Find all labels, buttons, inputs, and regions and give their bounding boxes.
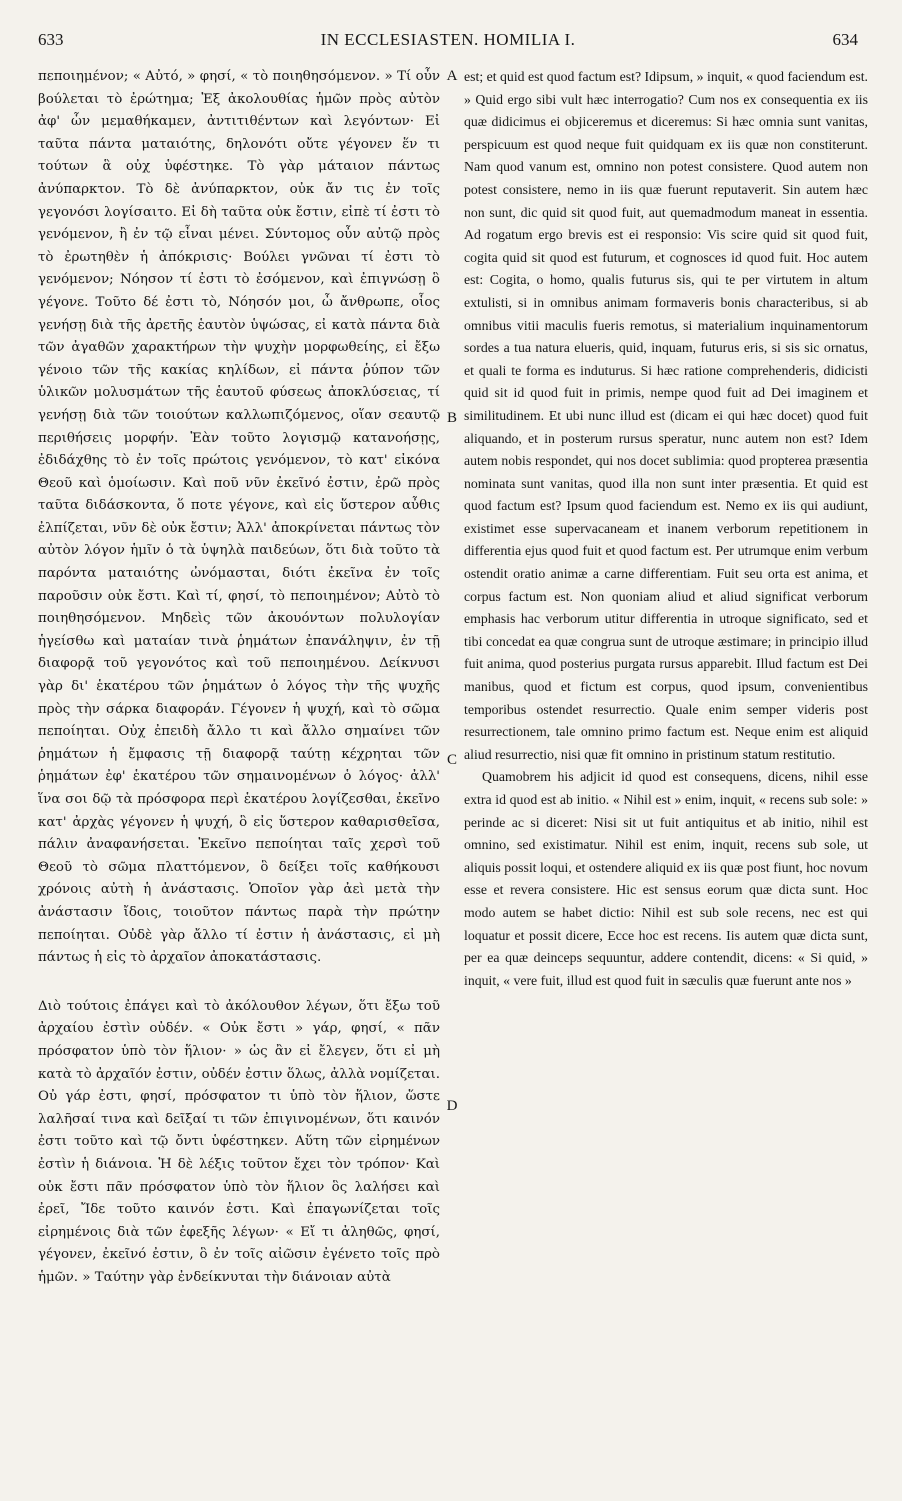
page-number-right: 634 [832,30,858,49]
running-header [38,30,858,52]
greek-paragraph-1: πεποιημένον; « Αὐτό, » φησί, « τὸ ποιηθησόμενον. » Τί οὖν βούλεται τὸ ἐρώτημα; Ἐξ ἀκολουθίας ἡμῶν πρὸς αὐτὸν ἀφ' ὧν μεμαθήκαμεν, ἀντιτιθέντων καὶ λεγόντων· Εἰ ταῦτα πάντα ματαιότης, δηλονότι οὔτε γέγονεν ἕν τι τούτων ἃ οὐχ ὑφέστηκε. Τὸ γὰρ μάταιον πάντως ἀνύπαρκτον. Τὸ δὲ ἀνύπαρκτον, οὐκ ἄν τις ἐν τοῖς γεγονόσι λογίσαιτο. Εἰ δὴ ταῦτα οὐκ ἔστιν, εἰπὲ τί ἐστι τὸ γενόμενον, ἢ ἐν τῷ εἶναι μένει. Σύντομος οὖν αὐτῷ πρὸς τὸ ἐρωτηθὲν ἡ ἀπόκρισις· Βούλει γνῶναι τί ἐστι τὸ γενόμενον; Νόησον τί ἐστι τὸ ἐσόμενον, καὶ ἐπιγνώσῃ ὃ γέγονε. Τοῦτο δέ ἐστι τὸ, Νόησόν μοι, ὦ ἄνθρωπε, οἷος γενήσῃ διὰ τῆς ἀρετῆς ἑαυτὸν ὑψώσας, εἰ κατὰ πάντα διὰ τῶν ἀγαθῶν χαρακτήρων τὴν ψυχὴν μορφωθείης, εἰ ἔξω γένοιο τῶν τῆς κακίας κηλίδων, εἰ πάντα ῥύπον τῶν ὑλικῶν μολυσμάτων τῆς ἑαυτοῦ φύσεως ἀποκλύσειας, τί γενήσῃ διὰ τῶν τοιούτων καλλωπιζόμενος, οἵαν σεαυτῷ περιθήσεις μορφήν. Ἐὰν τοῦτο λογισμῷ κατανοήσῃς, ἐδιδάχθης τὸ ἐν τοῖς πρώτοις γενόμενον, τὸ κατ' εἰκόνα Θεοῦ καὶ ὁμοίωσιν. Καὶ ποῦ νῦν ἐκεῖνό ἐστιν, ἐρῶ πρὸς ταῦτα διδάσκοντα, ὅ ποτε γέγονε, καὶ εἰς ὕστερον αὖθις ἐλπίζεται, νῦν δὲ οὐκ ἔστιν; Ἀλλ' ἀποκρίνεται πάντως τὸν αὐτὸν λόγον ἡμῖν ὁ τὰ ὑψηλὰ παιδεύων, ὅτι διὰ τοῦτο τὰ παρόντα ματαιότης ὠνόμασται, διότι ἐκεῖνα ἐν τοῖς παροῦσιν οὐκ ἔστι. Καὶ τί, φησί, τὸ πεποιημένον; Αὐτὸ τὸ ποιηθησόμενον. Μηδεὶς τῶν ἀκουόντων πολυλογίαν ἡγείσθω καὶ ματαίαν τινὰ ῥημάτων ἐπανάληψιν, ἐν τῇ διαφορᾷ τοῦ γεγονότος καὶ τοῦ πεποιημένου. Δείκνυσι γὰρ δι' ἑκατέρου τῶν ῥημάτων ὁ λόγος τὴν τῆς ψυχῆς πρὸς τὴν σάρκα διαφοράν. Γέγονεν ἡ ψυχή, καὶ τὸ σῶμα πεποίηται. Οὐχ ἐπειδὴ ἄλλο τι καὶ ἄλλο σημαίνει τῶν ῥημάτων ἡ ἔμφασις τῇ διαφορᾷ ταύτῃ κέχρηται τῶν ῥημάτων ἐφ' ἑκατέρου τῶν σημαινομένων ὁ λόγος· ἀλλ' ἵνα σοι δῷ τὰ πρόσφορα περὶ ἑκατέρου λογίζεσθαι, ἐκεῖνο κατ' ἀρχὰς γέγονεν ἡ ψυχή, ὃ εἰς ὕστερον καθαρισθεῖσα, πάλιν ἀναφανήσεται. Ἐκεῖνο πεποίηται ταῖς χερσὶ τοῦ Θεοῦ τὸ σῶμα πλαττόμενον, ὃ δείξει τοῖς καθήκουσι χρόνοις αὐτὴ ἡ ἀνάστασις. Ὁποῖον γὰρ ἀεὶ μετὰ τὴν ἀνάστασιν ἴδοις, τοιοῦτον πάντως παρὰ τὴν πρώτην πεποίηται. Οὐδὲ γὰρ ἄλλο τί ἐστιν ἡ ἀνάστασις, εἰ μὴ πάντως ἡ εἰς τὸ ἀρχαῖον ἀποκατάστασις. [38,69,440,966]
running-title: IN ECCLESIASTEN. HOMILIA I. [320,30,576,49]
greek-paragraph-2: Διὸ τούτοις ἐπάγει καὶ τὸ ἀκόλουθον λέγων, ὅτι ἔξω τοῦ ἀρχαίου ἐστὶν οὐδέν. « Οὐκ ἔστι » γάρ, φησί, « πᾶν πρόσφατον ὑπὸ τὸν ἥλιον· » ὡς ἂν εἰ ἔλεγεν, ὅτι εἰ μὴ κατὰ τὸ ἀρχαῖόν ἐστιν, οὐδέν ἐστιν ὅλως, ἀλλὰ νομίζεται. Οὐ γάρ ἐστι, φησί, πρόσφατον τι ὑπὸ τὸν ἥλιον, ὥστε λαλῆσαί τινα καὶ δεῖξαί τι τῶν ἐπιγινομένων, ὅτι καινόν ἐστι τοῦτο καὶ τῷ ὄντι ὑφέστηκεν. Αὕτη τῶν εἰρημένων ἐστὶν ἡ διάνοια. Ἡ δὲ λέξις τοῦτον ἔχει τὸν τρόπον· Καὶ οὐκ ἔστι πᾶν πρόσφατον ὑπὸ τὸν ἥλιον ὃς λαλήσει καὶ ἐρεῖ, Ἴδε τοῦτο καινόν ἐστι. Καὶ ἐπαγωνίζεται τοῖς εἰρημένοις διὰ τῶν ἐφεξῆς λέγων· « Εἴ τι ἀληθῶς, φησί, γέγονεν, ἐκεῖνό ἐστιν, ὃ ἐν τοῖς αἰῶσιν ἐγένετο τοῖς πρὸ ἡμῶν. » Ταύτην γὰρ ἐνδείκνυται τὴν διάνοιαν αὐτὰ [38,998,440,1285]
section-marker-a: A [446,68,458,84]
section-marker-d: D [446,1098,458,1114]
latin-paragraph-2: Quamobrem his adjicit id quod est consequens, dicens, nihil esse extra id quod est ab initio. « Nihil est » enim, inquit, « recens sub sole: » perinde ac si diceret: Nisi sit ut fuit antiquitus et ab initio, nihil est omnino, sed existimatur. Nihil est enim, inquit, recens sub sole, ut aliquis possit loqui, et ostendere aliquid ex iis quæ post fiunt, hoc novum esse et revera consistere. Hic est sensus eorum quæ dicta sunt. Hoc modo autem se habet dictio: Nihil est sub sole recens, nec est qui loquatur et possit dicere, Ecce hoc est recens. Iis autem quæ dicta sunt, per ea quæ deinceps sequuntur, addere contendit, dicens: « Si quid, » inquit, « vere fuit, illud est quod fuit in sæculis quæ fuerunt ante nos » [464,769,868,988]
page-number-left: 633 [38,30,64,49]
latin-column [464,66,868,1461]
section-marker-c: C [446,752,457,768]
section-marker-b: B [446,410,457,426]
greek-column [38,66,440,1461]
latin-paragraph-1: est; et quid est quod factum est? Idipsum, » inquit, « quod faciendum est. » Quid ergo sibi vult hæc interrogatio? Cum nos ex consequentia ex iis quæ didicimus ei objiceremus et diceremus: Si hæc omnia sunt vanitas, perspicuum est quod neque fuit quidquam ex iis quæ non constiterunt. Nam quod vanum est, omnino non potest consistere. Quod autem non potest consistere, nemo in iis quæ fuerunt reputaverit. Sin autem hæc non sunt, dic quid sit quod fuit, aut quemadmodum maneat in essentia. Ad rogatum ergo brevis est ei responsio: Vis scire quid sit quod fuit, cogita quid sit quod est futurum, et cognosces id quod fuit. Hoc autem est: Cogita, o homo, qualis futurus sis, qui te per virtutem in altum extulisti, si in omnibus animam formaveris bonis characteribus, si ab omnibus vitii maculis fueris remotus, si materialium inquinamentorum sordes a tua natura elueris, quid, inquam, futurus eris, si sis sic ornatus, et quali te forma es induturus. Si hæc ratione comprehenderis, didicisti quid sit id quod fuit in primis, nempe quod fuit ad Dei imaginem et similitudinem. Et ubi nunc illud est (dicam ei qui hæc docet) quod fuit aliquando, et in posterum rursus speratur, nunc autem non est? Idem autem nobis respondet, qui nos docet sublimia: quod propterea præsentia nominata sunt vanitas, quod illa non sunt inter præsentia. Et quid est quod factum est? Ipsum quod faciendum est. Nemo ex iis qui audiunt, existimet esse supervacaneam et inanem verborum repetitionem in differentia ejus quod fuit et quod factum est. Per utrumque enim verbum ostendit oratio animæ a carne differentiam. Fuit seu orta est anima, et corpus factum est. Non quoniam aliud et aliud significat verborum emphasis hac verborum utitur differentia in utroque significato, sed et tibi concedat ea quæ congrua sunt de utroque æstimare; in principio illud fuit anima, quod posterius purgata rursus apparebit. Illud factum est Dei manibus, quod et fictum est corpus, quod ipsum, convenientibus temporibus ostendet resurrectio. Quale enim semper videris post resurrectionem, tale omnino primo factum est. Neque enim est aliquid aliud resurrectio, nisi quæ fit omnino in pristinum statum restitutio. [464,69,868,762]
